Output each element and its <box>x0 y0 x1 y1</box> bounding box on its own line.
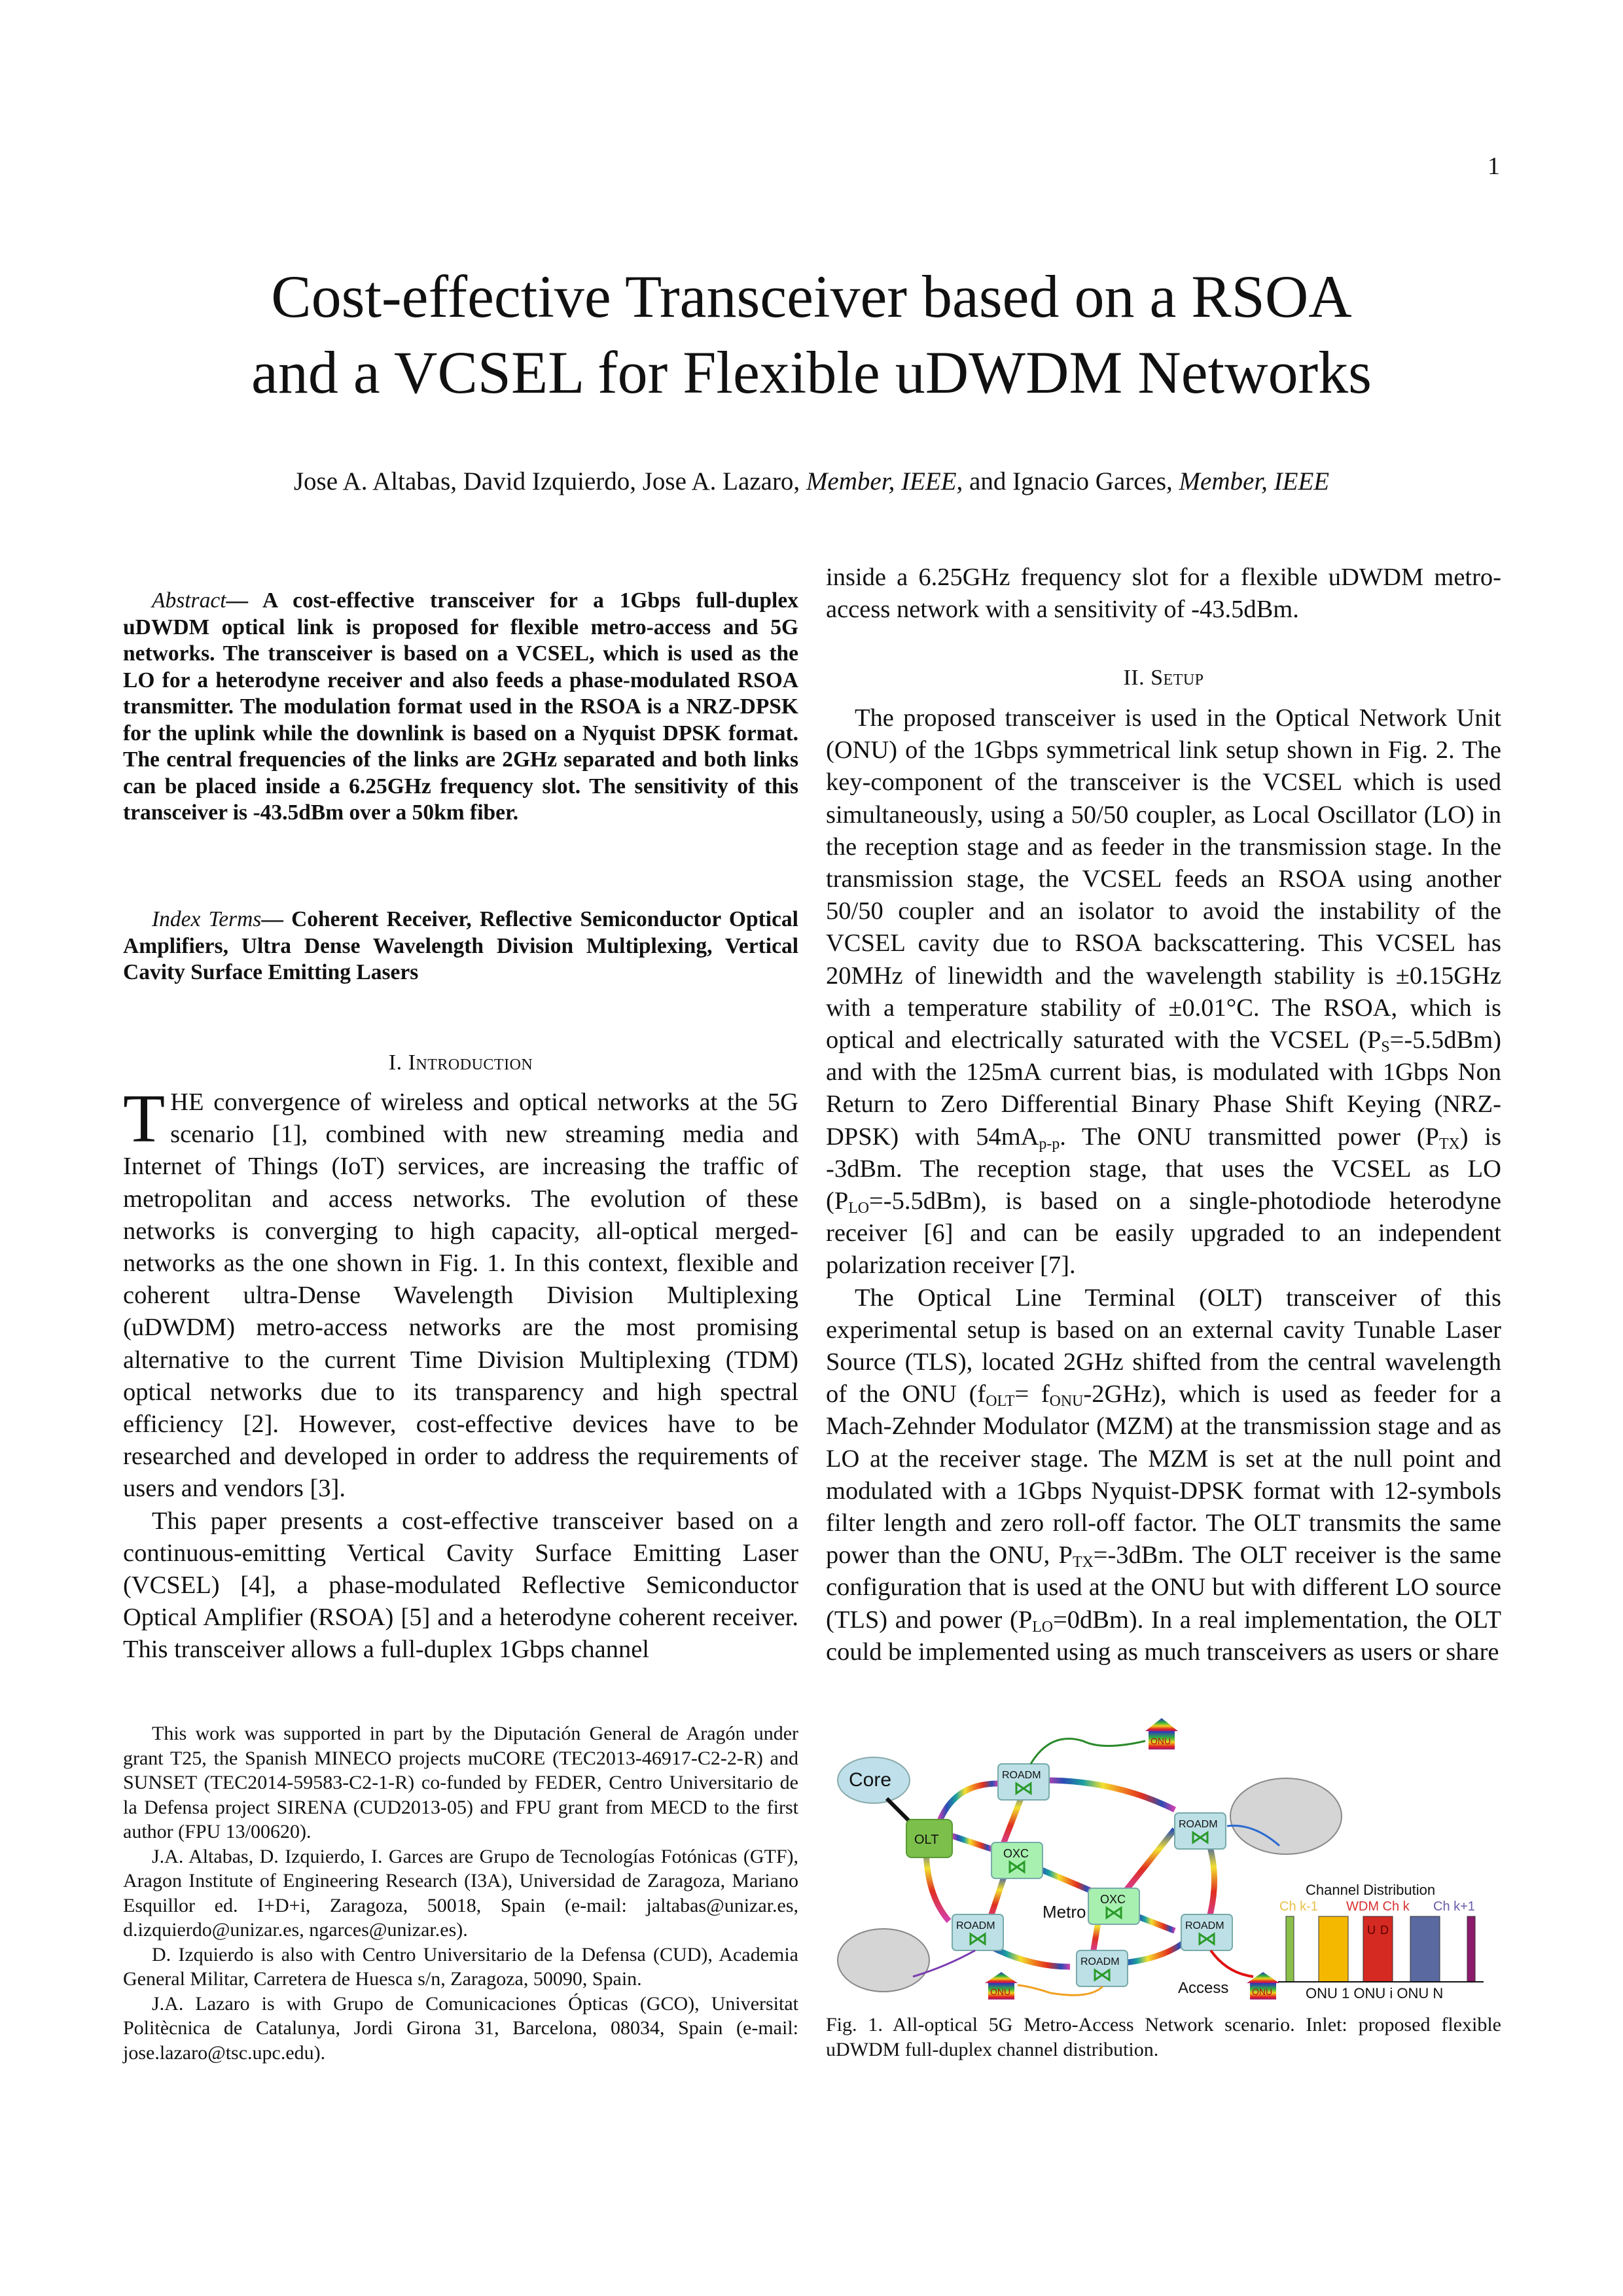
svg-text:ONU 1 ONU i ONU N: ONU 1 ONU i ONU N <box>1306 1985 1444 2000</box>
section-heading-introduction: I. Introduction <box>388 1050 533 1075</box>
figure-1-network-diagram <box>834 1718 1515 2000</box>
channel-distribution-inlet <box>1278 1882 1484 2000</box>
abstract-text: A cost-effective transceiver for a 1Gbps full-duplex uDWDM optical link is proposed for flexible metro-access and 5G networks. The transceiver is based on a VCSEL, which is used as the LO for a heterodyne receiver and also feeds a phase-modulated RSOA transmitter. The modulation format used in the RSOA is a NRZ-DPSK for the uplink while the downlink is based on a Nyquist DPSK format. The central frequencies of the links are 2GHz separated and both links can be placed inside a 6.25GHz frequency slot. The sensitivity of this transceiver is -43.5dBm over a 50km fiber. <box>123 588 798 825</box>
drop-cap: T <box>123 1080 166 1157</box>
intro-paragraph-2: This paper presents a cost-effective transceiver based on a continuous-emitting Vertical Cavity Surface Emitting Laser (VCSEL) [4], a phase-modulated Reflective Semiconductor Optical Amplifier (RSOA) [5] and a heterodyne coherent receiver. This transceiver allows a full-duplex 1Gbps channel <box>123 1507 798 1664</box>
svg-text:ROADM: ROADM <box>1080 1956 1120 1967</box>
metro-label: Metro <box>1043 1902 1086 1922</box>
index-terms-text: Coherent Receiver, Reflective Semiconductor Optical Amplifiers, Ultra Dense Wavelength Division Multiplexing, Vertical Cavity Surface Emitting Lasers <box>123 907 798 984</box>
setup-paragraph-2: The Optical Line Terminal (OLT) transceiver of this experimental setup is based on an external cavity Tunable Laser Source (TLS), located 2GHz shifted from the central wavelength of the ONU $(f_{OLT}= f_{ONU}-2GHz)$, which is used as feeder for a Mach-Zehnder Modulator (MZM) at the transmission stage and as LO at the receiver stage. The MZM is set at the null point and modulated with a 1Gbps Nyquist-DPSK format with 12-symbols filter length and zero roll-off factor. The OLT transmits the same power than the ONU, $P_{TX}=-3dBm$. The OLT receiver is the same configuration that is used at the ONU but with different LO source (TLS) and power $(P_{LO}=0dBm)$. In a real implementation, the OLT could be implemented using as much transceivers as users or share <box>826 1283 1501 1666</box>
section-heading-setup: II. Setup <box>1123 666 1204 690</box>
svg-text:U: U <box>1367 1924 1376 1937</box>
figure-1-caption <box>826 2013 1501 2062</box>
index-terms <box>123 906 798 986</box>
svg-text:OXC: OXC <box>1100 1893 1126 1906</box>
core-cloud-icon <box>838 1757 910 1803</box>
svg-text:ONU: ONU <box>1252 1986 1273 1997</box>
svg-text:OXC: OXC <box>1003 1847 1029 1860</box>
svg-text:Ch k+1: Ch k+1 <box>1433 1899 1475 1914</box>
core-olt-link <box>887 1799 910 1821</box>
svg-text:ONU: ONU <box>1150 1736 1171 1746</box>
svg-text:ROADM: ROADM <box>1185 1920 1224 1931</box>
abstract-dash: — <box>226 588 262 613</box>
caption-text: Fig. 1. All-optical 5G Metro-Access Network scenario. Inlet: proposed flexible uDWDM full-duplex channel distribution. <box>826 2014 1501 2060</box>
author-names-2: , and Ignacio Garces, <box>956 467 1179 495</box>
onu-house-bottom-left-icon <box>985 1972 1018 2000</box>
author-membership-1: Member, IEEE <box>806 467 957 495</box>
footnote-affiliation-gco: J.A. Lazaro is with Grupo de Comunicaciones Ópticas (GCO), Universitat Politècnica de Catalunya, Jordi Girona 31, Barcelona, 08034, Spain (e-mail: jose.lazaro@tsc.upc.edu). <box>123 1992 798 2064</box>
olt-node-icon <box>906 1820 952 1857</box>
oxc-node-left <box>991 1842 1043 1878</box>
intro-p1-text: HE convergence of wireless and optical networks at the 5G scenario [1], combined with new streaming media and Internet of Things (IoT) services, are increasing the traffic of metropolitan and access networks. The evolution of these networks is converging to high capacity, all-optical merged-networks as the one shown in Fig. 1. In this context, flexible and coherent ultra-Dense Wavelength Division Multiplexing (uDWDM) metro-access networks are the most promising alternative to the current Time Division Multiplexing (TDM) optical networks due to its transparency and high spectral efficiency [2]. However, cost-effective devices have to be researched and developed in order to address the requirements of users and vendors [3]. <box>123 1088 798 1503</box>
access-label: Access <box>1178 1979 1229 1997</box>
author-membership-2: Member, IEEE <box>1179 467 1330 495</box>
onu-house-top-icon <box>1145 1718 1178 1749</box>
roadm-node-top <box>998 1764 1049 1800</box>
roadm-node-left-bottom <box>952 1914 1003 1950</box>
oxc-node-center <box>1088 1888 1139 1924</box>
paper-title <box>0 259 1623 410</box>
introduction-continued <box>826 562 1501 626</box>
title-line-2: and a VCSEL for Flexible uDWDM Networks <box>251 339 1372 406</box>
svg-text:OLT: OLT <box>914 1833 939 1847</box>
footnote-affiliation-cud: D. Izquierdo is also with Centro Universitario de la Defensa (CUD), Academia General Militar, Carretera de Huesca s/n, Zaragoza, 50090, Spain. <box>123 1943 798 1990</box>
abstract-label: Abstract <box>152 588 226 613</box>
roadm-node-right-bottom <box>1181 1914 1232 1950</box>
author-list <box>0 466 1623 497</box>
index-terms-dash: — <box>261 907 292 931</box>
svg-text:ROADM: ROADM <box>1179 1819 1218 1830</box>
setup-paragraph-1: The proposed transceiver is used in the Optical Network Unit (ONU) of the 1Gbps symmetrical link setup shown in Fig. 2. The key-component of the transceiver is the VCSEL which is used simultaneously, using a 50/50 coupler, as Local Oscillator (LO) in the reception stage and as feeder in the transmission stage. In the transmission stage, the VCSEL feeds an RSOA using another 50/50 coupler and an isolator to avoid the instability of the VCSEL cavity due to RSOA backscattering. This VCSEL has 20MHz of linewidth and the wavelength stability is ±0.15GHz with a temperature stability of ±0.01°C. The RSOA, which is optical and electrically saturated with the VCSEL $(P_S=-5.5dBm)$ and with the 125mA current bias, is modulated with 1Gbps Non Return to Zero Differential Binary Phase Shift Keying (NRZ-DPSK) with $54mA_{p-p}$. The ONU transmitted power $(P_{TX})$ is -3dBm. The reception stage, that uses the VCSEL as LO $(P_{LO}=-5.5dBm)$, is based on a single-photodiode heterodyne receiver [6] and can be easily upgraded to an independent polarization receiver [7]. <box>826 704 1502 1280</box>
wireless-cloud-right-icon <box>1227 1778 1342 1854</box>
roadm-node-right <box>1175 1813 1226 1849</box>
introduction-body <box>123 1080 798 1666</box>
svg-text:WDM Ch k: WDM Ch k <box>1346 1899 1410 1914</box>
svg-text:Ch k-1: Ch k-1 <box>1279 1899 1318 1914</box>
svg-text:Channel Distribution: Channel Distribution <box>1306 1882 1436 1898</box>
footnote-affiliation-gtf: J.A. Altabas, D. Izquierdo, I. Garces are Grupo de Tecnologías Fotónicas (GTF), Aragon Institute of Engineering Research (I3A), Universidad de Zaragoza, Mariano Esquillor ed. I+D+i, Zaragoza, 50018, Spain (e-mail: jaltabas@unizar.es, d.izquierdo@unizar.es, ngarces@unizar.es). <box>123 1845 798 1941</box>
svg-text:D: D <box>1380 1924 1389 1937</box>
intro-paragraph-1 <box>123 1080 798 1505</box>
svg-text:Core: Core <box>849 1769 892 1791</box>
intro-p2-continued: inside a 6.25GHz frequency slot for a flexible uDWDM metro-access network with a sensitivity of -43.5dBm. <box>826 564 1501 624</box>
abstract <box>123 588 798 827</box>
index-terms-label: Index Terms <box>152 907 262 931</box>
svg-text:ROADM: ROADM <box>1002 1770 1041 1781</box>
author-names-1: Jose A. Altabas, David Izquierdo, Jose A. Lazaro, <box>293 467 806 495</box>
setup-body <box>826 702 1501 1668</box>
svg-text:ONU: ONU <box>990 1986 1011 1997</box>
page-number: 1 <box>1488 152 1500 180</box>
footnote-funding: This work was supported in part by the Diputación General de Aragón under grant T25, the Spanish MINECO projects muCORE (TEC2013-46917-C2-2-R) and SUNSET (TEC2014-59583-C2-1-R) co-funded by FEDER, Centro Universitario de la Defensa project SIRENA (CUD2013-05) and FPU grant from MECD to the first author (FPU 13/00620). <box>123 1723 798 1842</box>
svg-text:ROADM: ROADM <box>956 1920 995 1931</box>
title-line-1: Cost-effective Transceiver based on a RSOA <box>271 263 1352 330</box>
footnotes <box>123 1721 798 2065</box>
roadm-node-bottom <box>1077 1950 1128 1986</box>
